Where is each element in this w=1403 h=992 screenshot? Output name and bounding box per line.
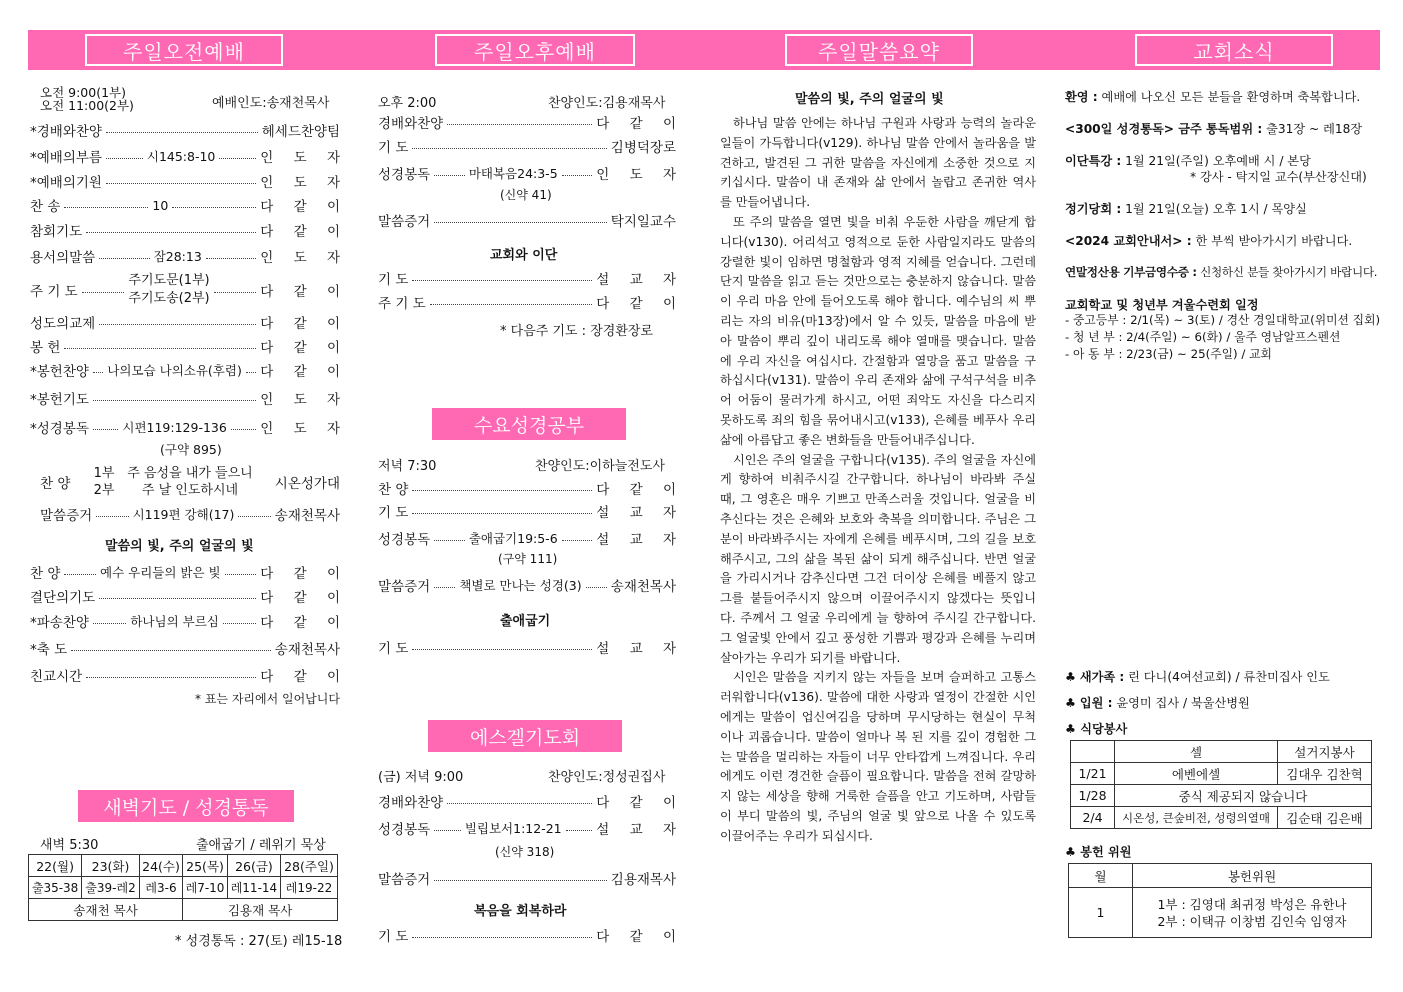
order-person: 다 같 이 (596, 929, 684, 945)
ezekiel-time: (금) 저녁 9:00 (378, 770, 464, 785)
kitchen-dish: 김대우 김찬혁 (1278, 763, 1372, 785)
order-row (30, 120, 340, 140)
dawn-leaders-row (29, 899, 338, 921)
order-row (378, 292, 684, 312)
offering-2bu: 2부 : 이택규 이창범 김인숙 임영자 (1157, 913, 1347, 929)
order-label: 성경봉독 (378, 167, 431, 183)
afternoon-next-prayer: * 다음주 기도 : 장경환장로 (500, 324, 653, 339)
hymn-choir: 시온성가대 (274, 476, 340, 492)
hymn-1bu: 1부 (93, 466, 115, 481)
order-label: 친교시간 (30, 669, 83, 685)
order-row (378, 163, 685, 183)
news-retreat-list (1065, 312, 1385, 363)
order-label: 성경봉독 (378, 532, 431, 548)
hymn-title-2: 주 날 인도하시네 (141, 483, 239, 498)
order-row (30, 336, 348, 356)
order-label: 성도의교제 (30, 316, 96, 332)
kitchen-head-cell: 설거지봉사 (1278, 741, 1372, 763)
news-heresy-speaker: * 강사 - 탁지일 교수(부산장신대) (1190, 170, 1367, 184)
order-row (378, 528, 685, 548)
order-detail: 빌립보서1:12-21 (464, 821, 562, 836)
dawn-day: 26(금) (227, 855, 280, 877)
order-person: 인 도 자 (260, 392, 348, 408)
offering-row (1069, 888, 1372, 938)
offering-head-cell: 봉헌위원 (1133, 864, 1372, 888)
morning-sermon-title: 말씀의 빛, 주의 얼굴의 빛 (105, 539, 254, 554)
order-person: 다 같 이 (260, 566, 349, 582)
order-label: 경배와찬양 (378, 116, 444, 132)
order-row (30, 611, 349, 631)
wednesday-sub-title: 출애굽기 (500, 614, 551, 629)
morning-reading-note: (구약 895) (160, 442, 222, 457)
order-label: *파송찬양 (30, 615, 89, 631)
order-person: 설 교 자 (596, 822, 684, 838)
leader-dots (566, 830, 593, 831)
leader-dots (106, 132, 258, 133)
leader-dots (64, 348, 256, 349)
hymn-label: 찬 양 (40, 476, 71, 492)
offering-head-cell: 월 (1069, 864, 1133, 888)
leader-dots (99, 598, 256, 599)
leader-dots (562, 175, 593, 176)
order-detail: 예수 우리들의 밝은 빛 (100, 565, 221, 580)
order-row (378, 637, 684, 657)
order-row (30, 586, 348, 606)
order-label: 말씀증거 (40, 508, 93, 524)
morning-leader: 예배인도:송재천목사 (212, 96, 330, 111)
header-ezekiel-prayer: 에스겔기도회 (428, 720, 622, 752)
kitchen-date: 2/4 (1071, 807, 1115, 829)
dawn-reading: 레19-22 (281, 877, 338, 899)
order-detail: 마태복음24:3-5 (468, 166, 558, 181)
order-label: 기 도 (378, 641, 409, 657)
news-reading (1065, 120, 1385, 137)
leader-dots (86, 232, 256, 233)
sermon-paragraph: 시인은 주의 얼굴을 구합니다(v135). 주의 얼굴을 자신에게 향하여 비춰주시길 간구합니다. 하나님이 바라봐 주실 때, 그 영혼은 매우 기쁘고 만족스러울 것입니다. 얼굴을 비추신다는 것은 은혜와 보호와 축복을 의미합니다. 주님은 그분이 바라봐주시는 자에게 은혜를 베푸시며, 그의 길을 보호해주시고, 그의 삶을 복된 삶이 되게 해주십니다. 반면 얼굴을 가리시거나 감추신다면 그건 더이상 은혜를 베풀지 않고 그를 붙들어주시지 않으며 이끌어주시지 않겠다는 뜻입니다. 주께서 그 얼굴 우리에게 늘 향하여 주시길 간구합니다. 그 얼굴빛 안에서 깊고 풍성한 기쁨과 평강과 은혜를 누리며 살아가는 우리가 되기를 바랍니다. (720, 452, 1036, 665)
leader-dots (412, 490, 592, 491)
order-label: 찬 양 (378, 482, 409, 498)
kitchen-table (1070, 740, 1372, 829)
leader-dots (93, 400, 256, 401)
leader-dots (106, 158, 143, 159)
order-label: 기 도 (378, 272, 409, 288)
order-label: 용서의말씀 (30, 250, 96, 266)
order-person: 다 같 이 (596, 795, 684, 811)
order-person: 설 교 자 (596, 641, 684, 657)
morning-time-1: 오전 9:00(1부) (40, 85, 126, 100)
news-offering-title (1065, 843, 1385, 860)
leader-dots (86, 677, 256, 678)
kitchen-cell: 시온성, 큰숲비전, 성령의열매 (1115, 807, 1278, 829)
leader-dots (434, 175, 465, 176)
order-row (30, 638, 340, 658)
leader-dots (93, 372, 103, 373)
order-person: 다 같 이 (260, 199, 348, 215)
leader-dots (586, 587, 607, 588)
news-hospital-label: 입원 : (1079, 696, 1113, 710)
order-label: *예배의기원 (30, 175, 102, 191)
kitchen-head-cell: 셀 (1115, 741, 1278, 763)
dawn-readings-row (29, 877, 338, 899)
order-row (378, 868, 676, 888)
order-label: 기 도 (378, 929, 409, 945)
order-person: 인 도 자 (260, 175, 348, 191)
sermon-body (720, 114, 1036, 846)
order-detail: 하나님의 부르심 (130, 614, 219, 629)
news-receipt (1065, 264, 1385, 280)
order-row (30, 417, 348, 437)
kitchen-row (1071, 785, 1372, 807)
header-sunday-morning: 주일오전예배 (85, 34, 283, 66)
header-wednesday-study: 수요성경공부 (432, 408, 626, 440)
dawn-reading: 출35-38 (29, 877, 82, 899)
news-newfamily-label: 새가족 : (1079, 670, 1125, 684)
dawn-place: 출애굽기 / 레위기 묵상 (196, 838, 326, 853)
dawn-time: 새벽 5:30 (40, 838, 99, 853)
kitchen-date: 1/28 (1071, 785, 1115, 807)
header-church-news: 교회소식 (1135, 34, 1333, 66)
news-kitchen-label: 식당봉사 (1080, 722, 1128, 736)
news-guide (1065, 232, 1385, 249)
order-label: 주 기 도 (378, 296, 426, 312)
header-sunday-afternoon: 주일오후예배 (435, 34, 635, 66)
order-person: 설 교 자 (596, 532, 685, 548)
news-meeting (1065, 200, 1385, 217)
order-label: 봉 헌 (30, 340, 61, 356)
dawn-bible-note: * 성경통독 : 27(토) 레15-18 (175, 934, 343, 949)
kitchen-row (1071, 763, 1372, 785)
order-label: 찬 송 (30, 199, 61, 215)
news-retreat-item: - 청 년 부 : 2/4(주일) ~ 6(화) / 울주 영남알프스펜션 (1065, 330, 1341, 344)
order-row (30, 665, 348, 685)
leader-dots (106, 183, 256, 184)
order-row (378, 210, 676, 230)
clover-icon: ♣ (1065, 722, 1076, 736)
news-welcome (1065, 88, 1385, 105)
order-person: 다 같 이 (260, 590, 348, 606)
order-detail: 출애굽기19:5-6 (468, 531, 558, 546)
wednesday-time: 저녁 7:30 (378, 459, 437, 474)
kitchen-dish: 김순태 김은배 (1278, 807, 1372, 829)
dawn-reading: 레3-6 (139, 877, 182, 899)
afternoon-leader: 찬양인도:김용재목사 (548, 96, 666, 111)
leader-dots (93, 623, 126, 624)
order-row (378, 501, 684, 521)
leader-dots (223, 623, 256, 624)
kitchen-head-row (1071, 741, 1372, 763)
order-person: 다 같 이 (260, 340, 348, 356)
offering-members (1133, 888, 1372, 938)
dawn-days-row (29, 855, 338, 877)
order-row (30, 220, 348, 240)
leader-dots (71, 650, 271, 651)
order-row (378, 575, 676, 595)
order-person: 다 같 이 (260, 284, 348, 300)
order-label: 기 도 (378, 140, 409, 156)
order-detail: 잠28:13 (153, 249, 202, 264)
offering-table (1068, 863, 1372, 938)
dawn-day: 28(주일) (281, 855, 338, 877)
leader-dots (219, 158, 256, 159)
order-person: 인 도 자 (260, 250, 349, 266)
dawn-day: 23(화) (82, 855, 140, 877)
order-row (378, 268, 684, 288)
sermon-paragraph: 또 주의 말씀을 열면 빛을 비춰 우둔한 사람을 깨닫게 합니다(v130). 어리석고 영적으로 둔한 사람일지라도 말씀의 강렬한 빛이 임하면 명철함과 영적 지혜를 얻습니다. 그런데 단지 말씀을 읽고 듣는 것만으로는 충분하지 않습니다. 말씀이 우리 마음 안에 들어오도록 해야 합니다. 예수님의 씨 뿌리는 자의 비유(마13장)에서 알 수 있듯, 말씀을 마음에 받아 말씀이 뿌리 깊이 내리도록 해야 열매를 맺습니다. 말씀에 우리 자신을 여십시다. 간절함과 열망을 품고 말씀을 구하십시다(v131). 말씀이 우리 존재와 삶에 구석구석을 비추어 어둠이 물러가게 하시고, 어떤 죄악도 자신을 다스리지 못하도록 죄의 힘을 묶어내시고(v133), 은혜를 베푸사 우리 삶에 아름답고 좋은 변화들을 만들어내주십니다. (720, 214, 1036, 447)
hymn-parts (88, 465, 120, 499)
news-newfamily (1065, 668, 1385, 685)
morning-hymn-row (40, 464, 340, 500)
order-detail: 10 (152, 197, 169, 213)
order-person: 김용재목사 (610, 872, 676, 888)
leader-dots (434, 830, 461, 831)
order-person: 다 같 이 (596, 296, 684, 312)
order-label: *축 도 (30, 642, 68, 658)
leader-dots (434, 222, 607, 223)
dawn-leader-1: 송재천 목사 (29, 899, 183, 921)
order-row (378, 818, 684, 838)
order-row (30, 360, 348, 380)
order-detail: 시편119:129-136 (122, 420, 227, 435)
news-hospital-text: 윤영미 집사 / 북울산병원 (1116, 696, 1250, 710)
dawn-reading: 레7-10 (183, 877, 228, 899)
news-newfamily-text: 린 다니(4여선교회) / 류찬미집사 인도 (1128, 670, 1330, 684)
order-row (378, 478, 684, 498)
leader-dots (99, 324, 256, 325)
order-label: *성경봉독 (30, 421, 89, 437)
leader-dots (412, 513, 592, 514)
order-label: 기 도 (378, 505, 409, 521)
order-row (30, 562, 349, 582)
news-guide-text: 한 부씩 받아가시기 바랍니다. (1195, 234, 1353, 248)
leader-dots (434, 880, 607, 881)
dawn-reading: 출39-레2 (82, 877, 140, 899)
order-person: 헤세드찬양팀 (261, 124, 340, 140)
wednesday-reading-note: (구약 111) (498, 552, 558, 566)
order-row (30, 171, 348, 191)
order-detail: 나의모습 나의소유(후렴) (107, 363, 242, 378)
sermon-paragraph: 하나님 말씀 안에는 하나님 구원과 사랑과 능력의 놀라운 일들이 가득합니다(v129). 하나님 말씀 안에서 놀라움을 발견하고, 발견된 그 귀한 말씀을 자신에게 소중한 것으로 지키십시다. 말씀이 내 존재와 삶 안에서 놀랍고 존귀한 역사를 만들어냅니다. (720, 116, 1036, 210)
news-heresy-text: 1월 21일(주일) 오후예배 시 / 본당 (1125, 154, 1311, 168)
afternoon-time: 오후 2:00 (378, 96, 437, 111)
order-person: 설 교 자 (596, 505, 684, 521)
wednesday-leader: 찬양인도:이하늘전도사 (535, 459, 665, 474)
leader-dots (562, 540, 593, 541)
order-row (30, 312, 348, 332)
hymn-2bu: 2부 (93, 483, 115, 498)
morning-stand-note: * 표는 자리에서 일어납니다 (195, 692, 340, 706)
order-person: 다 같 이 (260, 364, 348, 380)
ezekiel-leader: 찬양인도:정성권집사 (548, 770, 666, 785)
dawn-day: 22(월) (29, 855, 82, 877)
order-person: 다 같 이 (260, 615, 349, 631)
order-person: 설 교 자 (596, 272, 684, 288)
order-row (30, 246, 349, 266)
header-sermon-summary: 주일말씀요약 (785, 34, 973, 66)
leader-dots (412, 280, 592, 281)
news-retreat-item: - 아 동 부 : 2/23(금) ~ 25(주일) / 교회 (1065, 347, 1272, 361)
order-label: 결단의기도 (30, 590, 96, 606)
order-label: 주 기 도 (30, 284, 78, 300)
order-label: 말씀증거 (378, 579, 431, 595)
news-retreat-item: - 중고등부 : 2/1(목) ~ 3(토) / 경산 경일대학교(위미션 집회) (1065, 313, 1381, 327)
leader-dots (430, 304, 593, 305)
ezekiel-reading-note: (신약 318) (495, 845, 555, 859)
order-row (30, 195, 348, 215)
leader-dots (96, 516, 128, 517)
dawn-table (28, 854, 338, 921)
kitchen-date: 1/21 (1071, 763, 1115, 785)
news-kitchen-title (1065, 720, 1385, 737)
order-row (378, 112, 684, 132)
offering-month: 1 (1069, 888, 1133, 938)
news-guide-label: <2024 교회안내서> : (1065, 234, 1192, 248)
order-person: 다 같 이 (260, 316, 348, 332)
order-row (378, 791, 684, 811)
clover-icon: ♣ (1065, 670, 1076, 684)
leader-dots (412, 148, 606, 149)
kitchen-cell: 중식 제공되지 않습니다 (1115, 785, 1372, 807)
order-label: *봉헌찬양 (30, 364, 89, 380)
order-person: 송재천목사 (274, 508, 340, 524)
order-detail: 주기도문(1부) 주기도송(2부) (128, 273, 210, 306)
leader-dots (214, 292, 257, 293)
leader-dots (64, 574, 96, 575)
order-label: 찬 양 (30, 566, 61, 582)
leader-dots (412, 937, 592, 938)
leader-dots (238, 516, 270, 517)
dawn-leader-2: 김용재 목사 (183, 899, 338, 921)
news-reading-label: <300일 성경통독> 금주 통독범위 : (1065, 122, 1263, 136)
offering-head-row (1069, 864, 1372, 888)
morning-time-2: 오전 11:00(2부) (40, 98, 134, 113)
order-person: 송재천목사 (274, 642, 340, 658)
afternoon-reading-note: (신약 41) (500, 188, 552, 202)
hymn-titles (120, 465, 260, 499)
header-dawn-prayer: 새벽기도 / 성경통독 (78, 790, 294, 822)
leader-dots (447, 803, 592, 804)
order-detail: 시119편 강해(17) (132, 507, 235, 522)
order-person: 인 도 자 (260, 421, 348, 437)
news-offering-label: 봉헌 위원 (1080, 845, 1132, 859)
order-label: 경배와찬양 (378, 795, 444, 811)
afternoon-sub-title: 교회와 이단 (490, 248, 558, 263)
leader-dots (99, 258, 149, 259)
news-receipt-label: 연말정산용 기부금영수증 : (1065, 265, 1197, 279)
dawn-day: 24(수) (139, 855, 182, 877)
order-person: 인 도 자 (260, 150, 349, 166)
order-person: 다 같 이 (596, 116, 684, 132)
leader-dots (172, 207, 256, 208)
clover-icon: ♣ (1065, 845, 1076, 859)
news-reading-text: 출31장 ~ 레18장 (1266, 122, 1363, 136)
order-row (30, 146, 349, 166)
news-welcome-label: 환영 : (1065, 90, 1098, 104)
leader-dots (225, 574, 257, 575)
ezekiel-sub-title: 복음을 회복하라 (474, 904, 567, 919)
morning-times (40, 86, 134, 112)
order-label: 참회기도 (30, 224, 83, 240)
sermon-paragraph: 시인은 말씀을 지키지 않는 자들을 보며 슬퍼하고 고통스러워합니다(v136). 말씀에 대한 사랑과 열정이 간절한 시인에게는 말씀이 업신여김을 당하며 무시당하는 현실이 무척이나 괴롭습니다. 말씀이 얼마나 복 된 지를 깊이 경험한 그는 말씀을 멀리하는 자들이 너무 안타깝게 느껴집니다. 우리에게도 이런 경건한 슬픔이 필요합니다. 말씀을 전혀 갈망하지 않는 세상을 향해 거룩한 슬픔을 안고 기도하며, 사람들이 부디 말씀의 빛, 주님의 얼굴 빛 앞으로 나올 수 있도록 이끌어주는 우리가 되십시다. (720, 670, 1036, 843)
order-row (378, 136, 676, 156)
order-label: *경배와찬양 (30, 124, 102, 140)
order-row (30, 270, 348, 310)
news-hospital (1065, 694, 1385, 711)
leader-dots (434, 587, 455, 588)
dawn-reading: 레11-14 (227, 877, 280, 899)
news-heresy-label: 이단특강 : (1065, 154, 1122, 168)
order-row (378, 925, 684, 945)
order-person: 송재천목사 (610, 579, 676, 595)
hymn-title-1: 주 음성을 내가 들으니 (127, 466, 253, 481)
clover-icon: ♣ (1065, 696, 1076, 710)
order-detail: 책별로 만나는 성경(3) (459, 578, 582, 593)
order-label: 말씀증거 (378, 872, 431, 888)
order-label: 성경봉독 (378, 822, 431, 838)
order-person: 인 도 자 (596, 167, 685, 183)
news-meeting-label: 정기당회 : (1065, 202, 1122, 216)
offering-1bu: 1부 : 김영대 최귀정 박성은 유한나 (1157, 896, 1347, 912)
order-row (30, 388, 348, 408)
order-row (40, 504, 340, 524)
sermon-title: 말씀의 빛, 주의 얼굴의 빛 (795, 92, 944, 107)
order-detail: 시145:8-10 (146, 149, 216, 164)
news-welcome-text: 예배에 나오신 모든 분들을 환영하며 축복합니다. (1101, 90, 1361, 104)
dawn-day: 25(목) (183, 855, 228, 877)
kitchen-head-cell (1071, 741, 1115, 763)
leader-dots (64, 207, 148, 208)
news-receipt-text: 신청하신 분들 찾아가시기 바랍니다. (1200, 265, 1378, 279)
news-heresy (1065, 152, 1385, 169)
news-retreat-title: 교회학교 및 청년부 겨울수련회 일정 (1065, 298, 1259, 312)
order-label: *봉헌기도 (30, 392, 89, 408)
order-person: 다 같 이 (260, 669, 348, 685)
news-meeting-text: 1월 21일(오늘) 오후 1시 / 목양실 (1125, 202, 1307, 216)
leader-dots (93, 429, 118, 430)
leader-dots (82, 292, 125, 293)
order-person: 김병덕장로 (610, 140, 676, 156)
leader-dots (412, 649, 592, 650)
leader-dots (206, 258, 256, 259)
order-person: 다 같 이 (260, 224, 348, 240)
order-label: *예배의부름 (30, 150, 102, 166)
order-person: 다 같 이 (596, 482, 684, 498)
order-person: 탁지일교수 (610, 214, 676, 230)
leader-dots (246, 372, 256, 373)
leader-dots (434, 540, 465, 541)
leader-dots (231, 429, 256, 430)
kitchen-cell: 에벤에셀 (1115, 763, 1278, 785)
kitchen-row (1071, 807, 1372, 829)
order-label: 말씀증거 (378, 214, 431, 230)
leader-dots (447, 124, 592, 125)
